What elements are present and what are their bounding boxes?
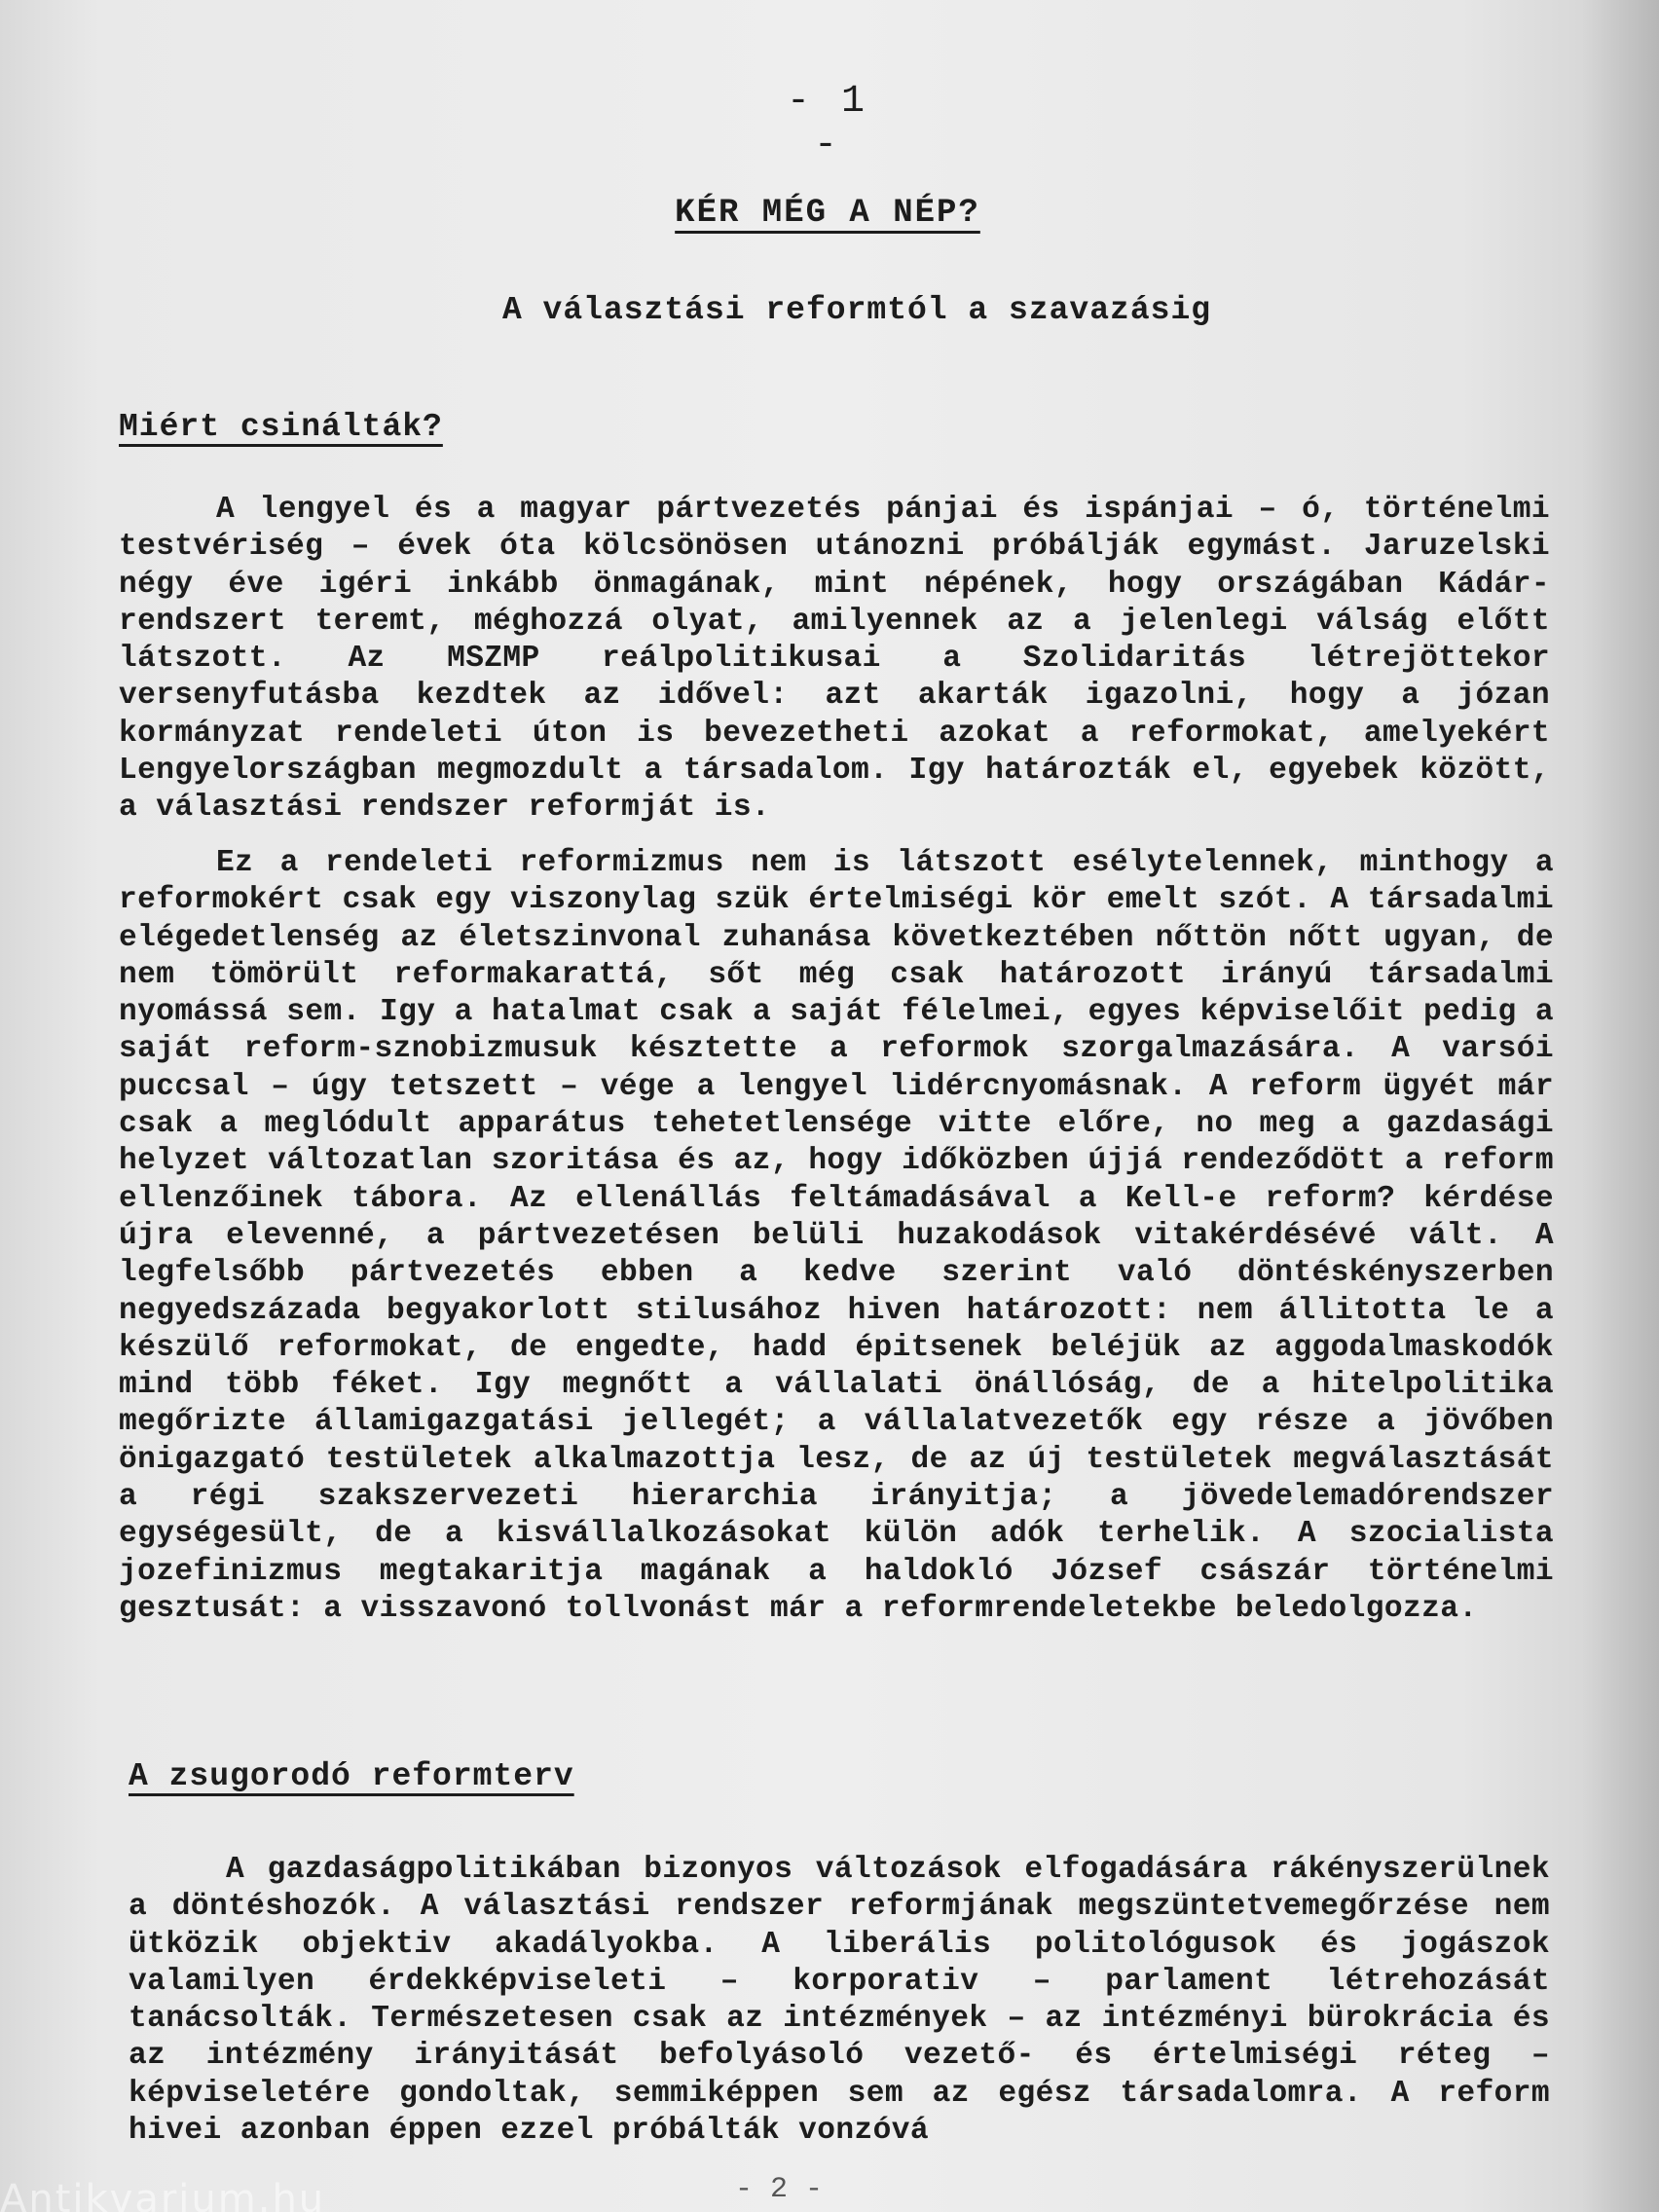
section-heading-1: Miért csinálták? — [119, 409, 443, 445]
watermark: Antikvarium.hu — [0, 2177, 326, 2212]
paragraph-3: A gazdaságpolitikában bizonyos változások elfogadására rákényszerülnek a döntéshozók. A választási rendszer reformjának megszüntetvemegőrzése nem ütközik objektiv akadályokba. A liberális politológusok és jogászok valamilyen érdekképviseleti – korporativ – parlament létrehozását tanácsolták. Természetesen csak az intézmények – az intézményi bürokrácia és az intézmény irányitását befolyásoló vezető- és értelmiségi réteg – képviseletére gondoltak, semmiképpen sem az egész társadalomra. A reform hivei azonban éppen ezzel próbálták vonzóvá — [129, 1853, 1550, 2149]
document-subtitle: A választási reformtól a szavazásig — [501, 292, 1212, 328]
page-number: - 1 - — [786, 80, 868, 167]
next-page-mark: - 2 - — [734, 2173, 823, 2206]
paragraph-2: Ez a rendeleti reformizmus nem is látszott esélytelennek, minthogy a reformokért csak egy viszonylag szük értelmiségi kör emelt szót. A társadalmi elégedetlenség az életszinvonal zuhanása következtében nőttön nőtt ugyan, de nem tömörült reformakarattá, sőt még csak határozott irányú társadalmi nyomássá sem. Igy a hatalmat csak a saját félelmei, egyes képviselőit pedig a saját reform-sznobizmusuk késztette a reformok szorgalmazására. A varsói puccsal – úgy tetszett – vége a lengyel lidércnyomásnak. A reform ügyét már csak a meglódult apparátus tehetetlensége vitte előre, no meg a gazdasági helyzet változatlan szoritása és az, hogy időközben újjá rendeződött a reform ellenzőinek tábora. Az ellenállás feltámadásával a Kell-e reform? kérdése újra elevenné, a pártvezetésen belüli huzakodások vitakérdésévé vált. A legfelsőbb pártvezetés ebben a kedve szerint való döntéskényszerben negyedszázada begyakorlott stilusához hiven határozott: nem állitotta le a készülő reformokat, de engedte, hadd épitsenek beléjük az aggodalmaskodók mind több féket. Igy megnőtt a vállalati önállóság, de a hitelpolitika megőrizte államigazgatási jellegét; a vállalatvezetők egy része a jövőben önigazgató testületek alkalmazottja lesz, de az új testületek megválasztását a régi szakszervezeti hierarchia irányitja; a jövedelemadórendszer egységesült, de a kisvállalkozásokat külön adók terhelik. A szocialista jozefinizmus megtakaritja magának a haldokló József császár történelmi gesztusát: a visszavonó tollvonást már a reformrendeletekbe beledolgozza. — [119, 846, 1554, 1626]
document-title-text: KÉR MÉG A NÉP? — [675, 195, 980, 232]
document-title — [584, 195, 1071, 232]
page-shadow — [1581, 0, 1659, 2212]
section-heading-2: A zsugorodó reformterv — [129, 1758, 574, 1794]
paragraph-1: A lengyel és a magyar pártvezetés pánjai és ispánjai – ó, történelmi testvériség – évek óta kölcsönösen utánozni próbálják egymást. Jaruzelski négy éve igéri inkább önmagának, mint népének, hogy országában Kádár-rendszert teremt, méghozzá olyat, amilyennek az a jelenlegi válság előtt látszott. Az MSZMP reálpolitikusai a Szolidaritás létrejöttekor versenyfutásba kezdtek az idővel: azt akarták igazolni, hogy a józan kormányzat rendeleti úton is bevezetheti azokat a reformokat, amelyekért Lengyelországban megmozdult a társadalom. Igy határozták el, egyebek között, a választási rendszer reformját is. — [119, 493, 1550, 826]
